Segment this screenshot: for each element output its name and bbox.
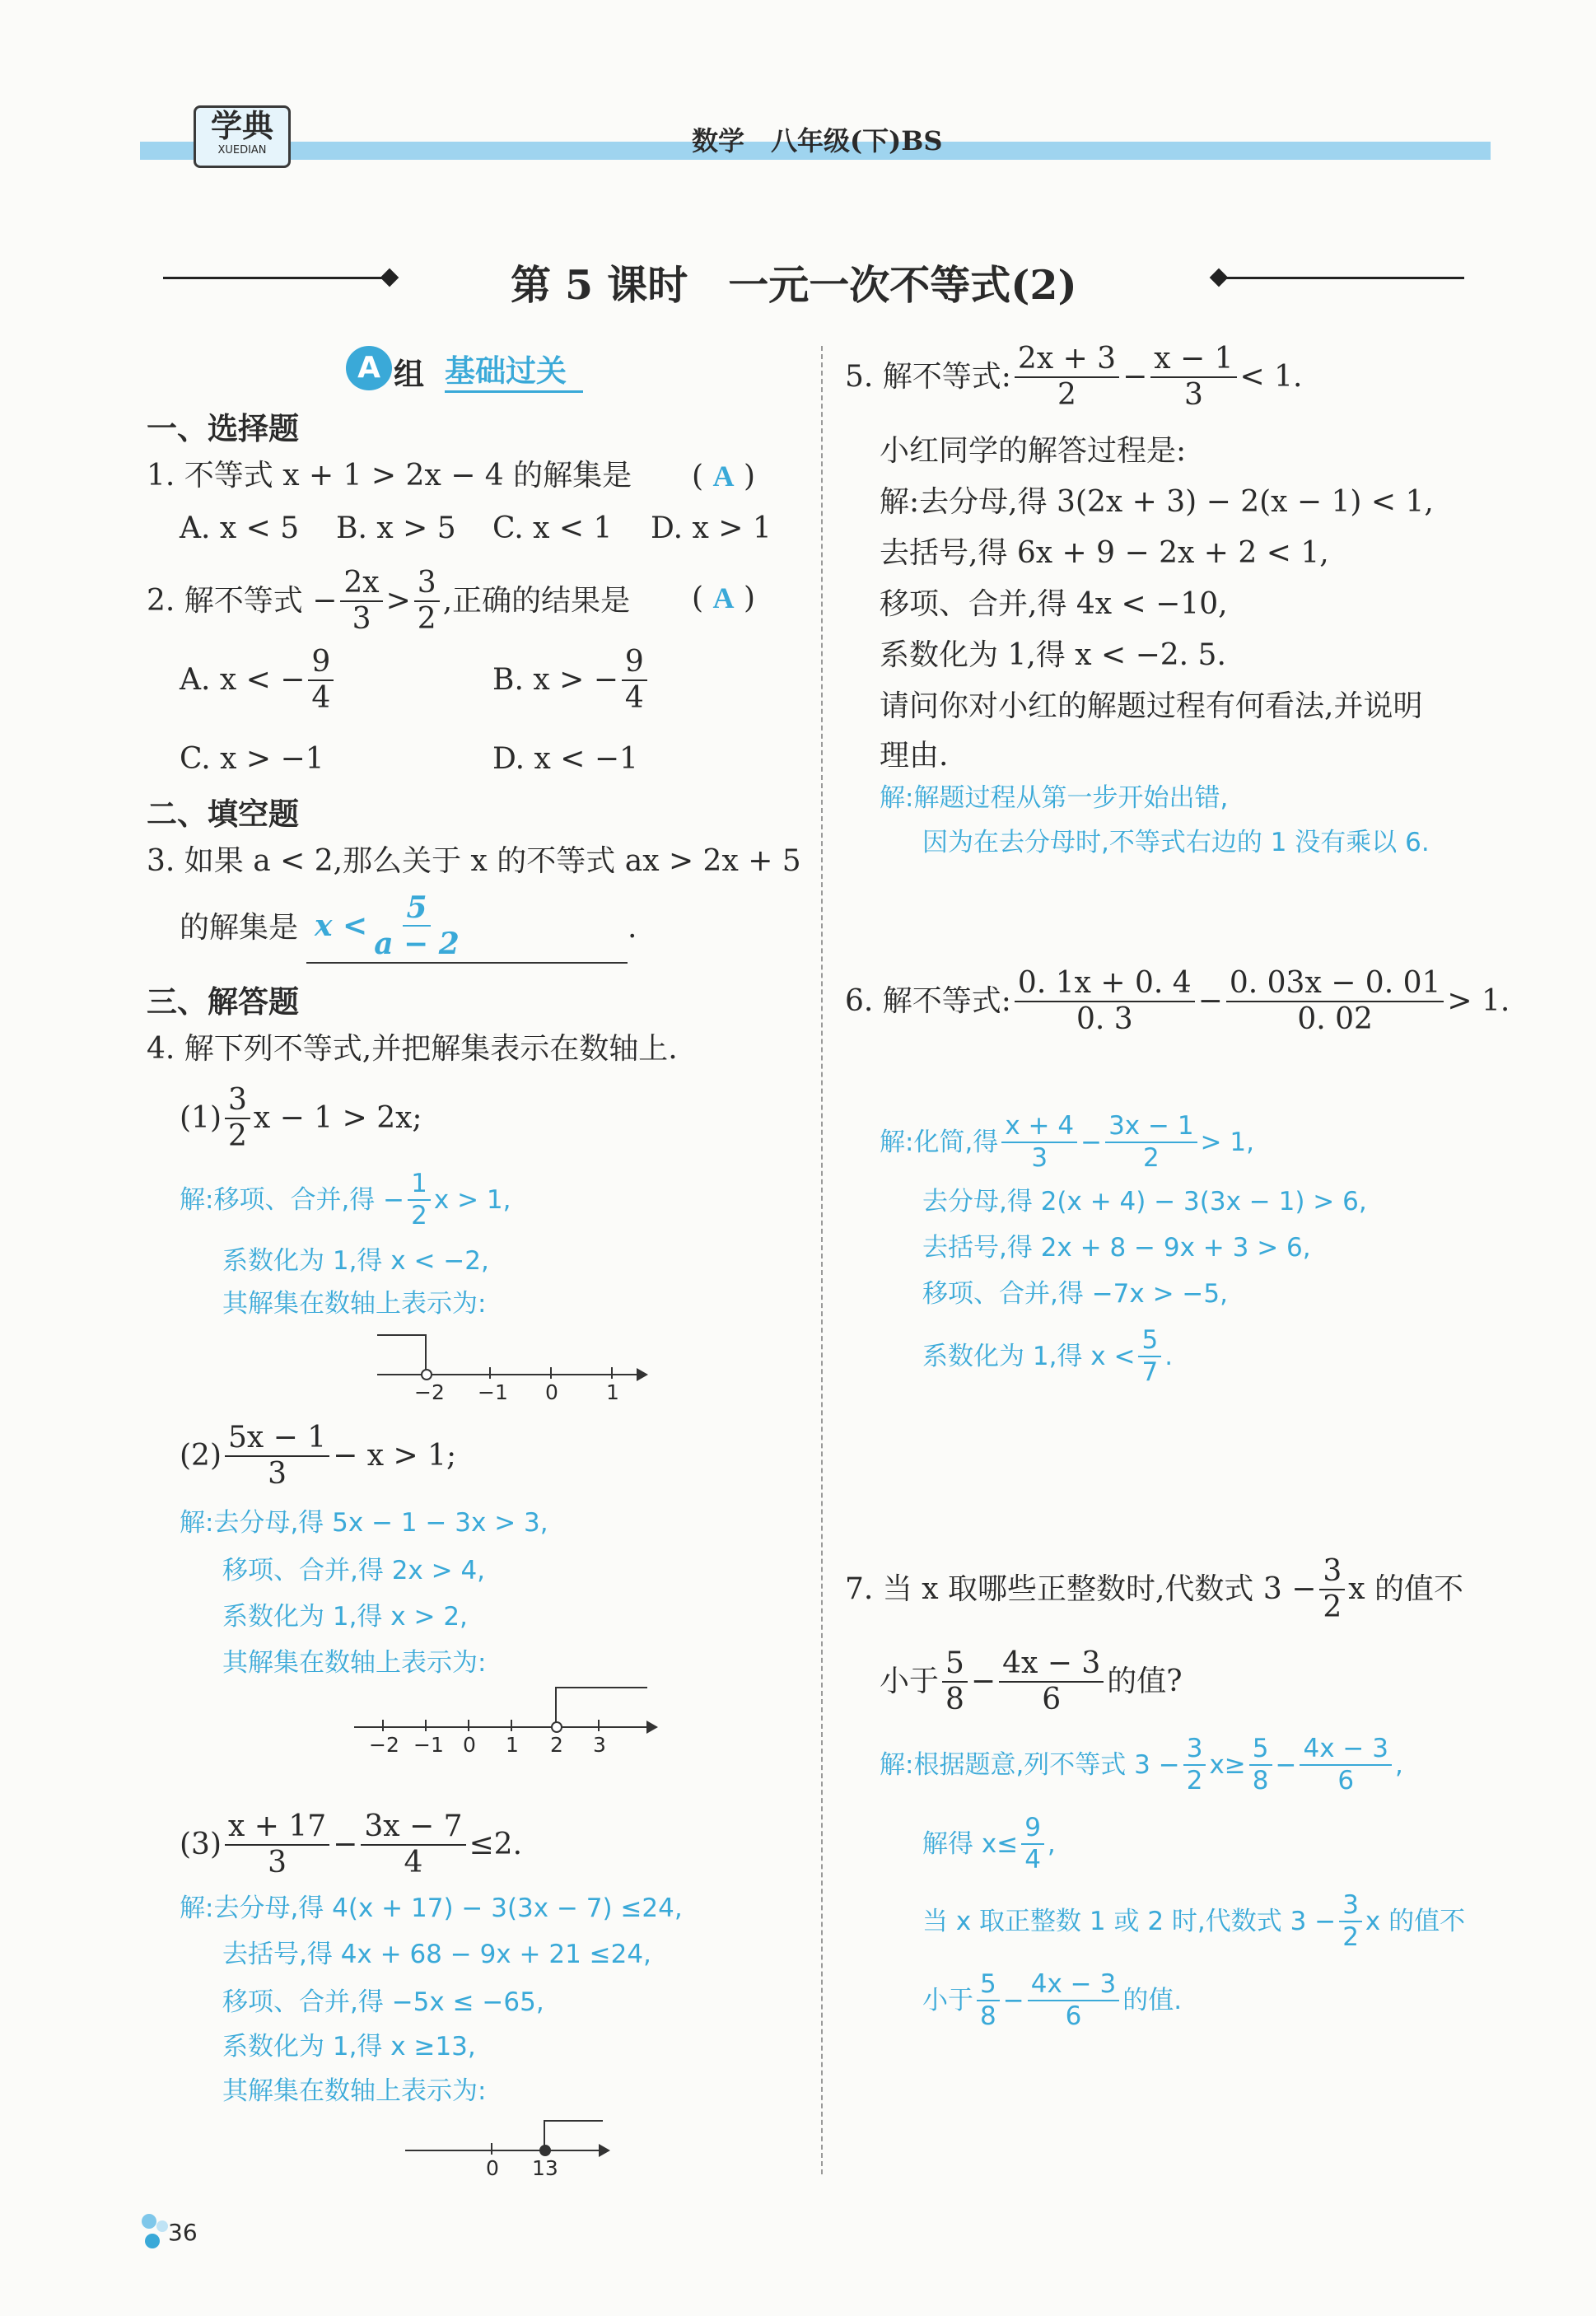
q2-post: ,正确的结果是 xyxy=(442,584,631,618)
axis3-label-0: 0 xyxy=(486,2156,499,2180)
q1-stem: 1. 不等式 x + 1 > 2x − 4 的解集是 xyxy=(147,459,632,493)
q5-line-6: 请问你对小红的解题过程有何看法,并说明 xyxy=(880,689,1423,723)
q7-stem-2: 小于 $\frac{5}{8}$ − $\frac{4x - 3}{6}$ 的值? xyxy=(880,1646,1183,1716)
section-solve: 三、解答题 xyxy=(147,984,299,1020)
q4-part2-sol-2: 移项、合并,得 2x > 4, xyxy=(222,1556,486,1585)
q2-option-d: D. x < −1 xyxy=(492,742,638,776)
q4-part2: (2) $\frac{5x - 1}{3}$ − x > 1; xyxy=(180,1421,457,1491)
q7-sol-1: 解:根据题意,列不等式 3 − $\frac{3}{2}$ x≥ $\frac{5}{8}$ − $\frac{4x - 3}{6}$ , xyxy=(880,1734,1403,1795)
axis3-label-1: 13 xyxy=(532,2156,558,2180)
axis2-label-3: 1 xyxy=(506,1733,519,1757)
group-badge xyxy=(346,346,392,390)
q1-option-a: A. x < 5 xyxy=(180,511,300,545)
q6-sol-5: 系数化为 1,得 x < $\frac{5}{7}$ . xyxy=(922,1325,1174,1387)
logo-text: 学典 xyxy=(210,107,273,144)
axis1-label-2: 0 xyxy=(545,1380,558,1404)
q1-answer: A xyxy=(712,460,735,493)
q7-stem-1: 7. 当 x 取哪些正整数时,代数式 3 − $\frac{3}{2}$ x 的值不 xyxy=(845,1554,1464,1624)
q5-line-3: 去括号,得 6x + 9 − 2x + 2 < 1, xyxy=(880,536,1329,570)
q4-part3-sol-4: 系数化为 1,得 x ≥13, xyxy=(222,2032,476,2062)
q2-option-c: C. x > −1 xyxy=(180,742,324,776)
q1-option-b: B. x > 5 xyxy=(336,511,456,545)
axis1-label-1: −1 xyxy=(478,1380,508,1404)
group-badge-letter: A xyxy=(357,351,380,385)
axis1-label-0: −2 xyxy=(414,1380,445,1404)
page-number: 36 xyxy=(168,2219,198,2246)
section-choice: 一、选择题 xyxy=(147,411,299,446)
q7-sol-2: 解得 x≤ $\frac{9}{4}$ , xyxy=(922,1813,1056,1875)
number-line-2 xyxy=(354,1687,667,1757)
q4-part3-sol-1: 解:去分母,得 4(x + 17) − 3(3x − 7) ≤24, xyxy=(180,1893,683,1923)
q5-sol-1: 解:解题过程从第一步开始出错, xyxy=(880,783,1229,813)
q5-stem: 5. 解不等式: $\frac{2x + 3}{2}$ − $\frac{x - 1}{3}$ < 1. xyxy=(845,342,1303,412)
q2-option-a: A. x < − $\frac{9}{4}$ xyxy=(180,647,337,713)
q5-line-2: 解:去分母,得 3(2x + 3) − 2(x − 1) < 1, xyxy=(880,485,1434,519)
q2-answer-bracket: ( A ) xyxy=(692,581,755,615)
q3-blank: x < $\frac{5}{a - 2}$ xyxy=(306,893,628,964)
q4-part3-sol-5: 其解集在数轴上表示为: xyxy=(222,2076,487,2106)
title-rule-right xyxy=(1220,277,1464,279)
axis2-label-5: 3 xyxy=(593,1733,606,1757)
column-divider xyxy=(821,346,823,2174)
q7-sol-4: 小于 $\frac{5}{8}$ − $\frac{4x - 3}{6}$ 的值. xyxy=(922,1969,1183,2031)
number-line-1 xyxy=(377,1334,649,1404)
number-line-3 xyxy=(405,2117,619,2180)
q6-sol-1: 解:化简,得 $\frac{x + 4}{3}$ − $\frac{3x - 1}{2}$ > 1, xyxy=(880,1111,1254,1173)
title-rule-left xyxy=(163,277,387,279)
axis1-label-3: 1 xyxy=(606,1380,619,1404)
q6-sol-2: 去分母,得 2(x + 4) − 3(3x − 1) > 6, xyxy=(922,1187,1367,1216)
q4-part2-sol-3: 系数化为 1,得 x > 2, xyxy=(222,1602,468,1632)
q4-part3-sol-3: 移项、合并,得 −5x ≤ −65, xyxy=(222,1987,544,2017)
q7-sol-3: 当 x 取正整数 1 或 2 时,代数式 3 − $\frac{3}{2}$ x 的值不 xyxy=(922,1890,1466,1952)
axis2-label-4: 2 xyxy=(550,1733,563,1757)
q2-answer: A xyxy=(712,581,735,614)
q2-option-b: B. x > − $\frac{9}{4}$ xyxy=(492,647,651,713)
group-name: 基础过关 xyxy=(445,346,583,393)
q2-mid: > xyxy=(385,584,411,618)
q4-part1-sol-3: 其解集在数轴上表示为: xyxy=(222,1289,487,1319)
q2-frac-2: $\frac{3}{2}$ xyxy=(414,568,440,634)
header-subject: 数学 八年级(下)BS xyxy=(692,125,943,156)
q4-part1-sol-2: 系数化为 1,得 x < −2, xyxy=(222,1246,489,1276)
q2-pre: 2. 解不等式 − xyxy=(147,584,338,618)
q1-option-c: C. x < 1 xyxy=(492,511,613,545)
q2-frac-1: $\frac{2x}{3}$ xyxy=(340,568,382,634)
q5-line-4: 移项、合并,得 4x < −10, xyxy=(880,587,1228,621)
group-label: 组 xyxy=(394,356,424,392)
q5-sol-2: 因为在去分母时,不等式右边的 1 没有乘以 6. xyxy=(922,828,1430,857)
q4-part3-sol-2: 去括号,得 4x + 68 − 9x + 21 ≤24, xyxy=(222,1940,651,1969)
axis2-label-1: −1 xyxy=(413,1733,444,1757)
q5-line-1: 小红同学的解答过程是: xyxy=(880,434,1187,468)
logo-sub: XUEDIAN xyxy=(217,144,267,156)
q4-part1: (1) $\frac{3}{2}$ x − 1 > 2x; xyxy=(180,1083,422,1153)
q2-stem xyxy=(147,568,630,634)
q6-sol-3: 去括号,得 2x + 8 − 9x + 3 > 6, xyxy=(922,1233,1311,1263)
axis2-label-2: 0 xyxy=(463,1733,476,1757)
q4-stem: 4. 解下列不等式,并把解集表示在数轴上. xyxy=(147,1032,678,1066)
page-title: 第 5 课时 一元一次不等式(2) xyxy=(511,261,1077,309)
section-fill: 二、填空题 xyxy=(147,796,299,832)
q5-line-7: 理由. xyxy=(880,739,949,773)
q4-part1-sol-1: 解:移项、合并,得 − $\frac{1}{2}$ x > 1, xyxy=(180,1169,511,1230)
q4-part2-sol-4: 其解集在数轴上表示为: xyxy=(222,1648,487,1678)
q4-part2-sol-1: 解:去分母,得 5x − 1 − 3x > 3, xyxy=(180,1508,548,1538)
q3-stem: 3. 如果 a < 2,那么关于 x 的不等式 ax > 2x + 5 xyxy=(147,844,801,878)
q1-option-d: D. x > 1 xyxy=(651,511,772,545)
q1-answer-bracket: ( A ) xyxy=(692,460,755,493)
q3-stem-2: 的解集是 x < $\frac{5}{a - 2}$ . xyxy=(180,893,637,964)
q6-stem: 6. 解不等式: $\frac{0. 1x + 0. 4}{0. 3}$ − $\frac{0. 03x - 0. 01}{0. 02}$ > 1. xyxy=(845,966,1510,1036)
logo xyxy=(194,105,291,168)
title-diamond-left xyxy=(380,268,399,287)
q4-part3: (3) $\frac{x + 17}{3}$ − $\frac{3x - 7}{4}$ ≤2. xyxy=(180,1809,523,1879)
q6-sol-4: 移项、合并,得 −7x > −5, xyxy=(922,1279,1228,1309)
q5-line-5: 系数化为 1,得 x < −2. 5. xyxy=(880,638,1226,672)
axis2-label-0: −2 xyxy=(369,1733,399,1757)
